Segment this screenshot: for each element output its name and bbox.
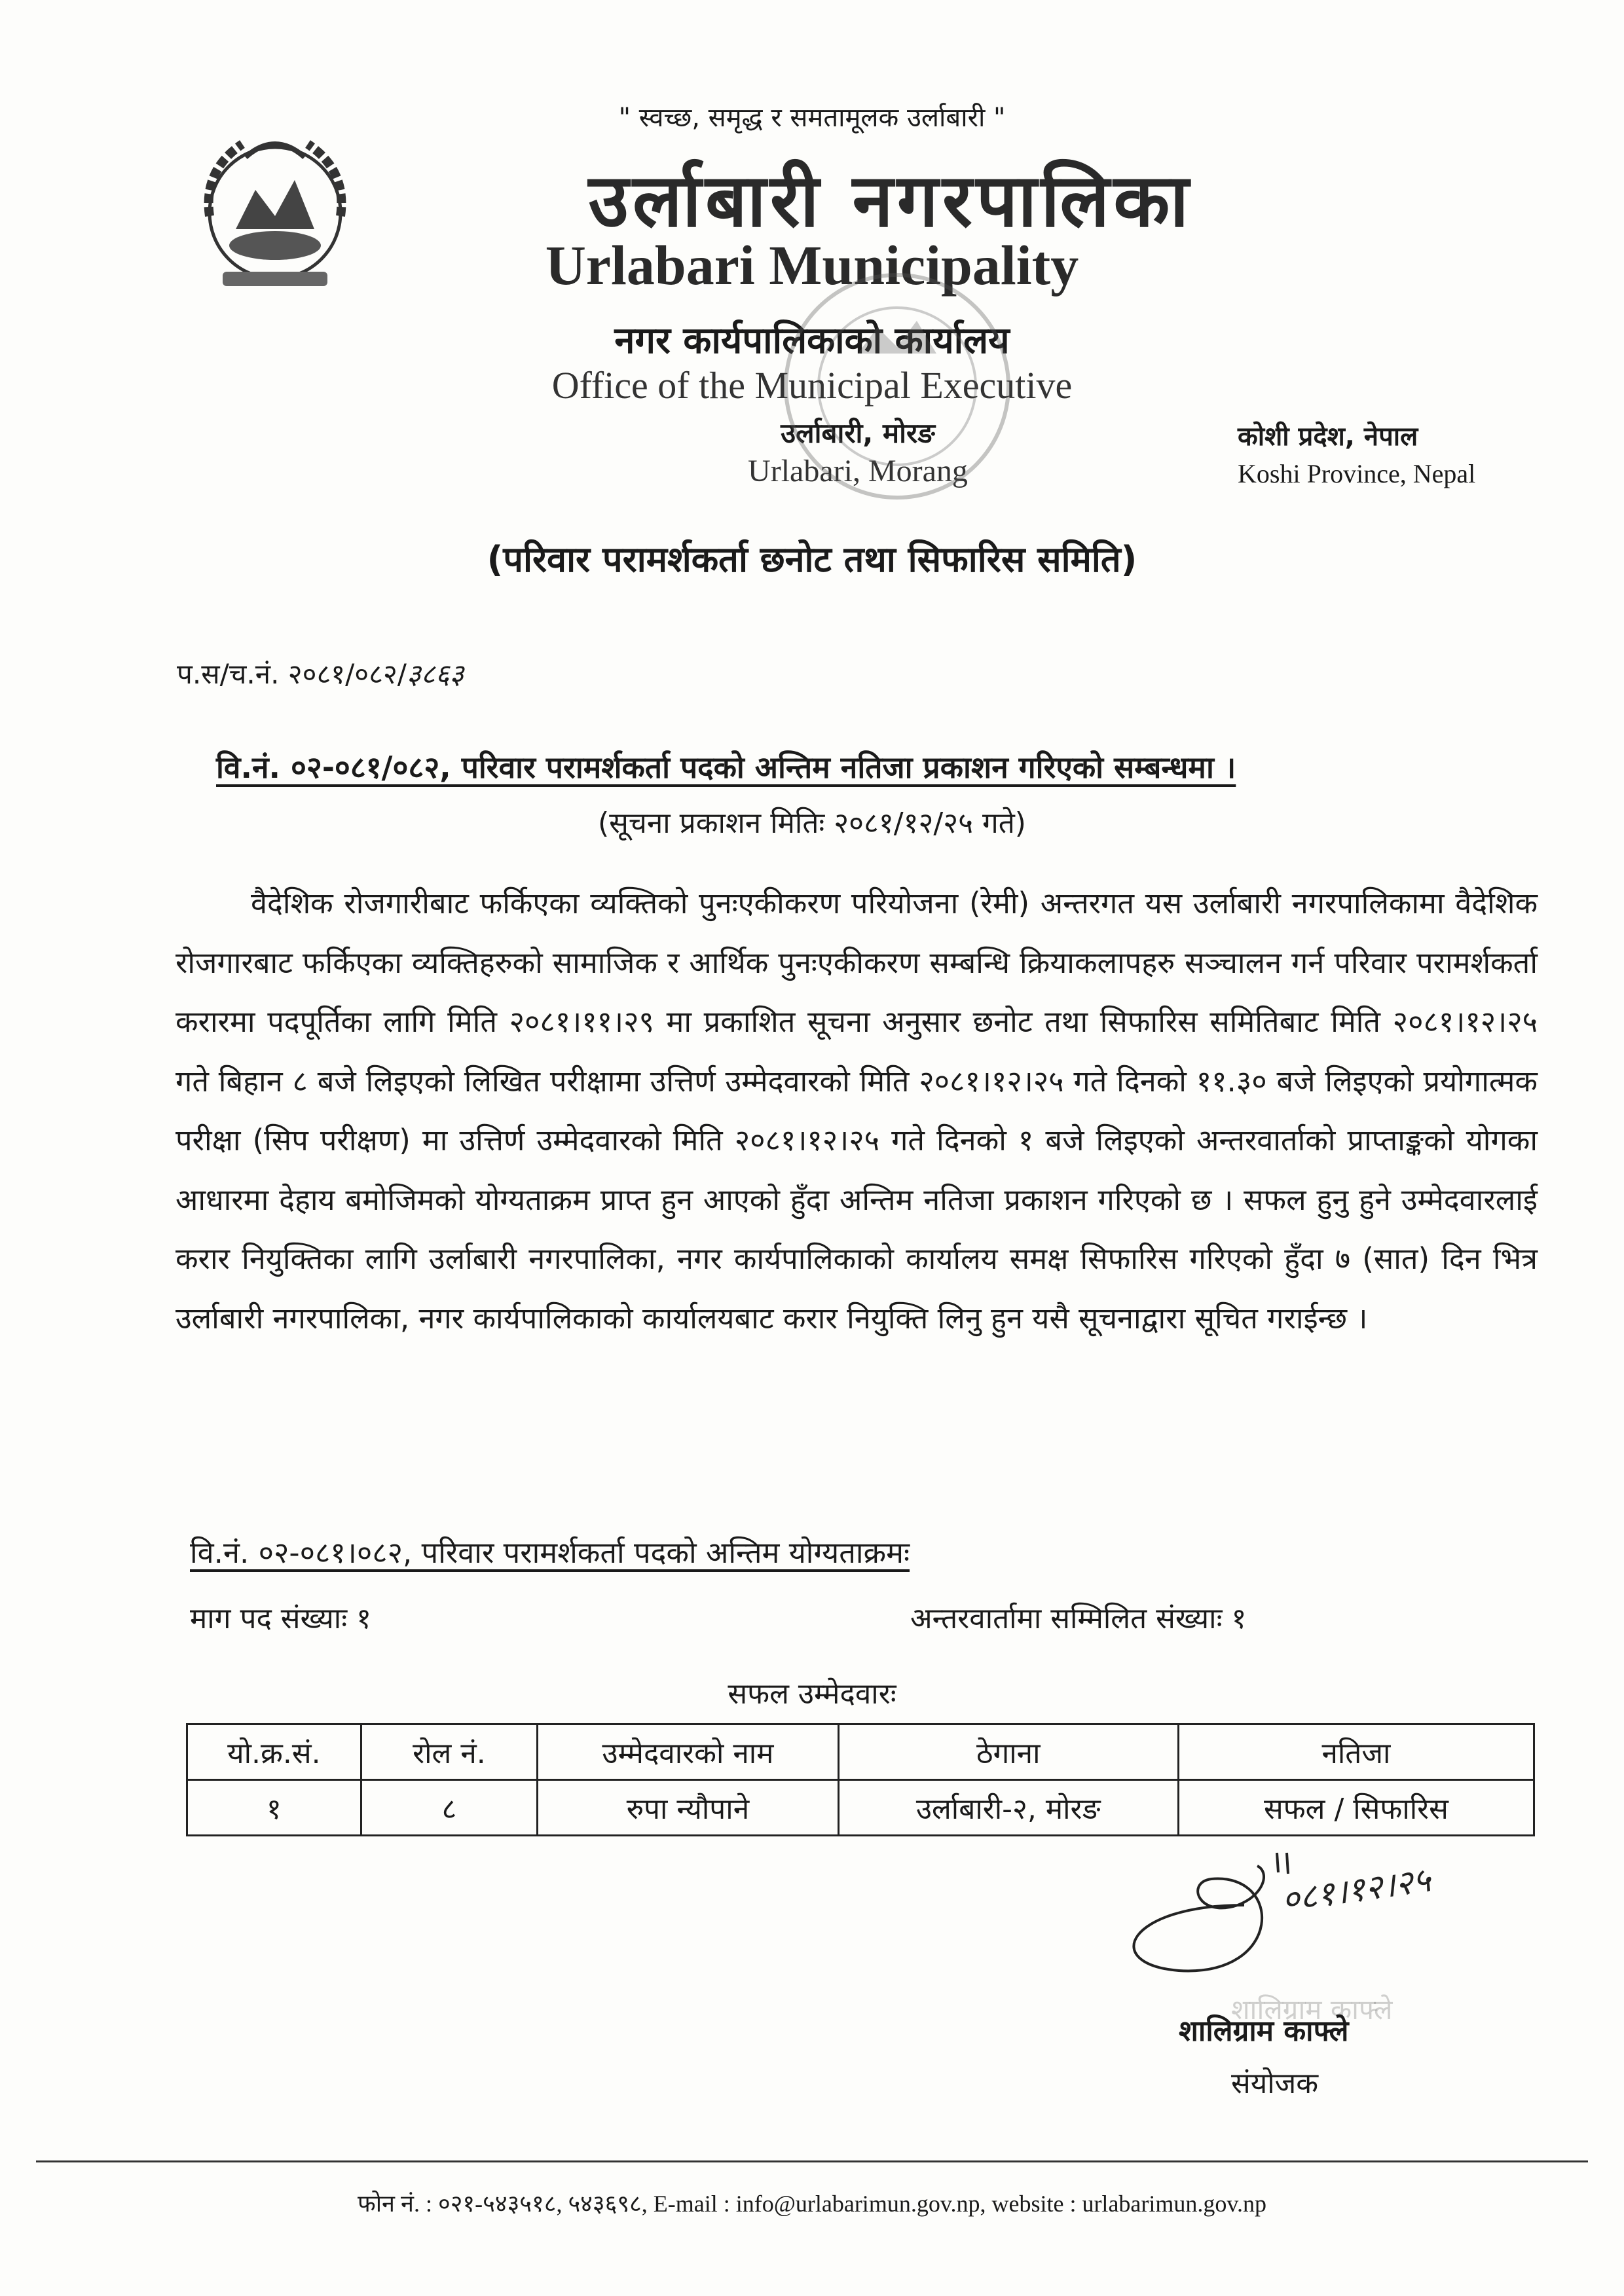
notice-subject: वि.नं. ०२-०८१/०८२, परिवार परामर्शकर्ता पदको अन्तिम नतिजा प्रकाशन गरिएको सम्बन्धमा । (216, 750, 1236, 785)
address-nepali: उर्लाबारी, मोरङ (781, 417, 935, 449)
reference-label: प.स/च.नं. २०८१/०८२/ (177, 658, 407, 690)
committee-name: (परिवार परामर्शकर्ता छनोट तथा सिफारिस समिति) (487, 539, 1137, 580)
footer-divider (36, 2160, 1588, 2162)
ranking-heading: वि.नं. ०२-०८१।०८२, परिवार परामर्शकर्ता पदको अन्तिम योग्यताक्रमः (190, 1535, 910, 1570)
handwritten-date: ०८१।१२।२५ (1279, 1860, 1433, 1920)
table-row (187, 1780, 1534, 1836)
slogan: " स्वच्छ, समृद्ध र समतामूलक उर्लाबारी " (618, 103, 1006, 133)
footer-contact: फोन नं. : ०२१-५४३५१८, ५४३६९८, E-mail : info@urlabarimun.gov.np, website : urlabarimun.gov.np (357, 2191, 1267, 2217)
office-title-nepali: नगर कार्यपालिकाको कार्यालय (614, 319, 1010, 362)
office-seal-stamp (773, 255, 1022, 517)
column-header: उम्मेदवारको नाम (538, 1724, 838, 1780)
column-header: ठेगाना (838, 1724, 1178, 1780)
address-english: Urlabari, Morang (748, 454, 968, 488)
province-english: Koshi Province, Nepal (1238, 459, 1476, 488)
column-header: नतिजा (1178, 1724, 1534, 1780)
signer-name: शालिग्राम काफ्ले (1179, 2014, 1349, 2048)
table-cell: ८ (361, 1780, 538, 1836)
column-header: यो.क्र.सं. (187, 1724, 361, 1780)
notice-body: वैदेशिक रोजगारीबाट फर्किएका व्यक्तिको पुनःएकीकरण परियोजना (रेमी) अन्तरगत यस उर्लाबारी नगरपालिकामा वैदेशिक रोजगारबाट फर्किएका व्यक्तिहरुको सामाजिक र आर्थिक पुनःएकीकरण सम्बन्धि क्रियाकलापहरु सञ्चालन गर्न परिवार परामर्शकर्ता करारमा पदपूर्तिका लागि मिति २०८१।११।२९ मा प्रकाशित सूचना अनुसार छनोट तथा सिफारिस समितिबाट मिति २०८१।१२।२५ गते बिहान ८ बजे लिइएको लिखित परीक्षामा उत्तिर्ण उम्मेदवारको मिति २०८१।१२।२५ गते दिनको ११.३० बजे लिइएको प्रयोगात्मक परीक्षा (सिप परीक्षण) मा उत्तिर्ण उम्मेदवारको मिति २०८१।१२।२५ गते दिनको १ बजे लिइएको अन्तरवार्ताको प्राप्ताङ्कको योगका आधारमा देहाय बमोजिमको योग्यताक्रम प्राप्त हुन आएको हुँदा अन्तिम नतिजा प्रकाशन गरिएको छ । सफल हुनु हुने उम्मेदवारलाई करार नियुक्तिका लागि उर्लाबारी नगरपालिका, नगर कार्यपालिकाको कार्यालय समक्ष सिफारिस गरिएको हुँदा ७ (सात) दिन भित्र उर्लाबारी नगरपालिका, नगर कार्यपालिकाको कार्यालयबाट करार नियुक्ति लिनु हुन यसै सूचनाद्वारा सूचित गराईन्छ । (175, 886, 1538, 1336)
municipality-title-english: Urlabari Municipality (545, 234, 1079, 297)
demand-count: माग पद संख्याः १ (190, 1602, 371, 1635)
signer-stamp-text: शालिग्राम काफ्ले (1231, 1994, 1393, 2026)
table-cell: १ (187, 1780, 361, 1836)
successful-candidates-heading: सफल उम्मेदवारः (728, 1677, 896, 1711)
table-cell: रुपा न्यौपाने (538, 1780, 838, 1836)
column-header: रोल नं. (361, 1724, 538, 1780)
table-cell: सफल / सिफारिस (1178, 1780, 1534, 1836)
interviewed-count: अन्तरवार्तामा सम्मिलित संख्याः १ (910, 1602, 1247, 1635)
table-header-row (187, 1724, 1534, 1780)
reference-number (177, 655, 464, 692)
office-title-english: Office of the Municipal Executive (551, 364, 1073, 407)
municipality-title-nepali: उर्लाबारी नगरपालिका (588, 158, 1193, 244)
table-cell: उर्लाबारी-२, मोरङ (838, 1780, 1178, 1836)
province-nepali: कोशी प्रदेश, नेपाल (1238, 422, 1418, 452)
publication-date: (सूचना प्रकाशन मितिः २०८१/१२/२५ गते) (598, 807, 1026, 840)
signer-title: संयोजक (1231, 2067, 1319, 2100)
result-table (186, 1723, 1535, 1836)
reference-handwritten-number: ३८६३ (406, 658, 464, 690)
